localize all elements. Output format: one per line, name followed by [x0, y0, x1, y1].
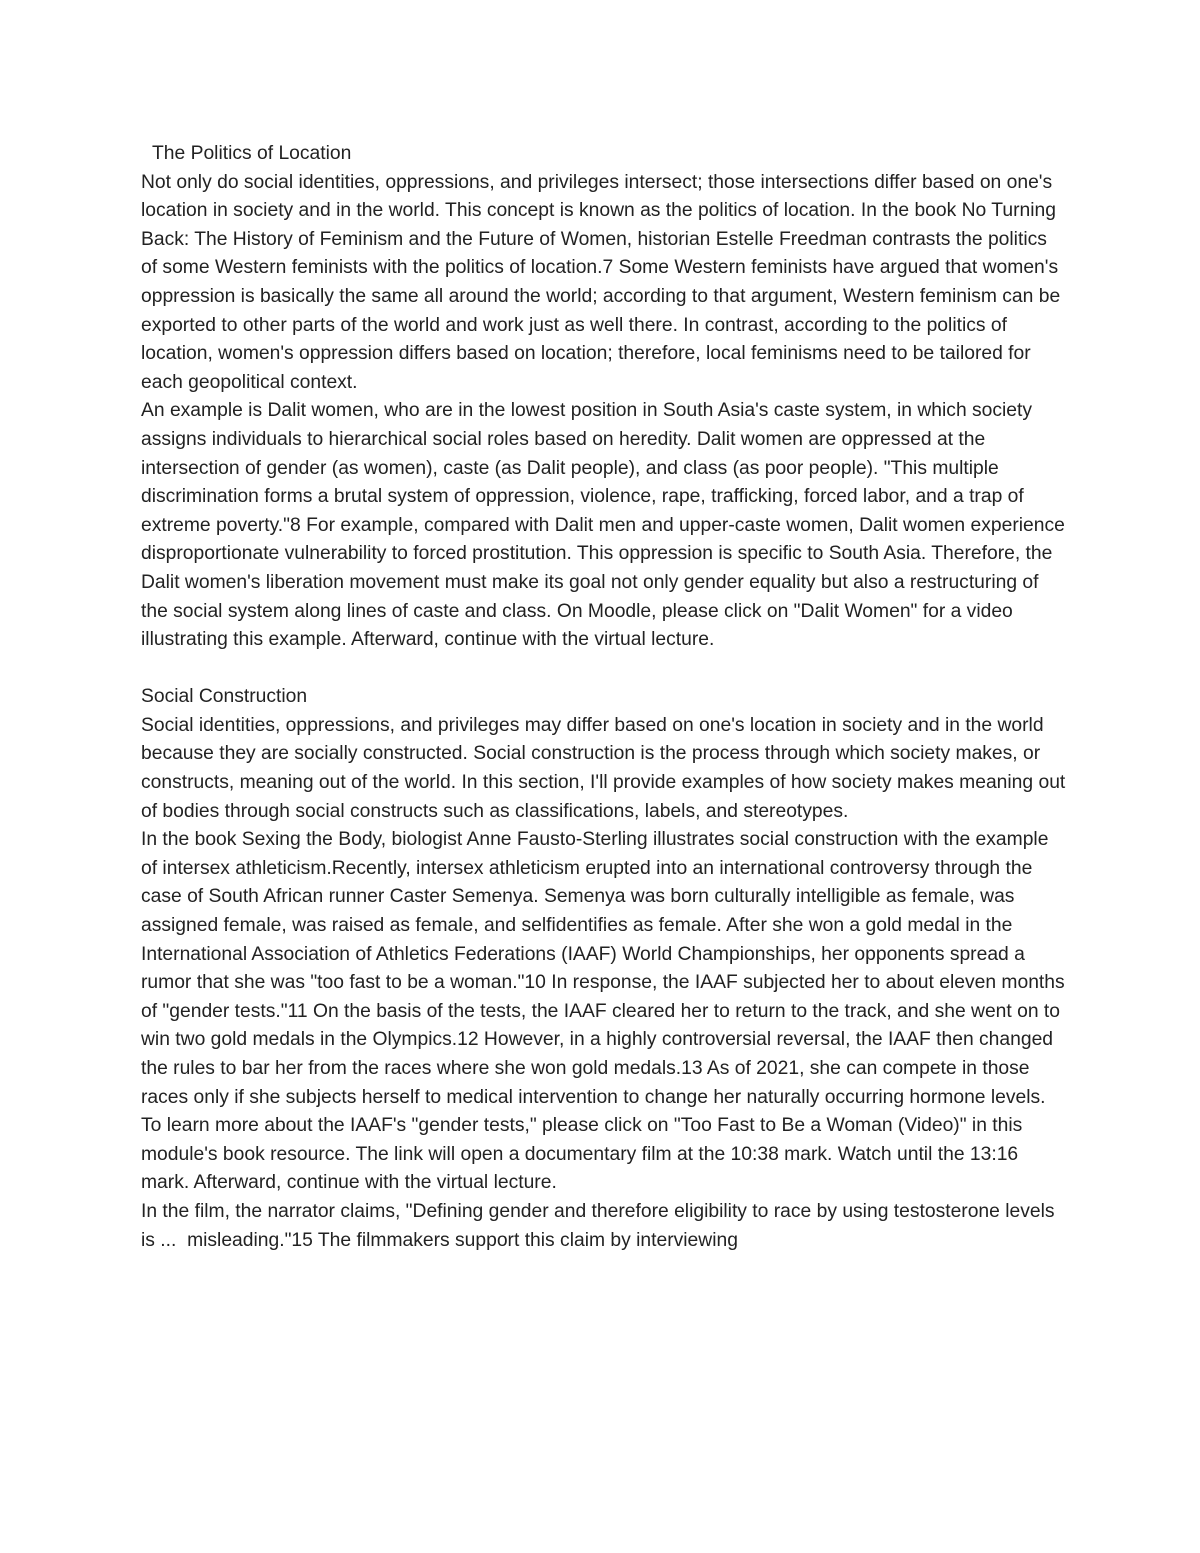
paragraph-social-construction: Social identities, oppressions, and privileges may differ based on one's location in society and in the world because they are socially constructed. Social construction is the process through which society makes, or constructs, meaning out of the world. In this section, I'll provide examples of how society makes meaning out of bodies through social constructs such as classifications, labels, and stereotypes.	[141, 714, 1071, 822]
paragraph-dalit-women: An example is Dalit women, who are in the lowest position in South Asia's caste system, in which society assigns individuals to hierarchical social roles based on heredity. Dalit women are oppressed at the intersection of gender (as women), caste (as Dalit people), and class (as poor people). "This multiple discrimination forms a brutal system of oppression, violence, rape, trafficking, forced labor, and a trap of extreme poverty."8 For example, compared with Dalit men and upper-caste women, Dalit women experience disproportionate vulnerability to forced prostitution. This oppression is specific to South Asia. Therefore, the Dalit women's liberation movement must make its goal not only gender equality but also a restructuring of the social system along lines of caste and class. On Moodle, please click on "Dalit Women" for a video illustrating this example. Afterward, continue with the virtual lecture.	[141, 400, 1071, 651]
blank-line	[141, 655, 1066, 684]
paragraph-politics-of-location: Not only do social identities, oppressions, and privileges intersect; those intersections differ based on one's location in society and in the world. This concept is known as the politics of location. In the book No Turning Back: The History of Feminism and the Future of Women, historian Estelle Freedman contrasts the politics of some Western feminists with the politics of location.7 Some Western feminists have argued that women's oppression is basically the same all around the world; according to that argument, Western feminism can be exported to other parts of the world and work just as well there. In contrast, according to the politics of location, women's oppression differs based on location; therefore, local feminisms need to be tailored for each geopolitical context.	[141, 171, 1066, 393]
paragraph-intersex-athleticism: In the book Sexing the Body, biologist Anne Fausto-Sterling illustrates social construction with the example of intersex athleticism.Recently, intersex athleticism erupted into an international controversy through the case of South African runner Caster Semenya. Semenya was born culturally intelligible as female, was assigned female, was raised as female, and selfidentifies as female. After she won a gold medal in the International Association of Athletics Federations (IAAF) World Championships, her opponents spread a rumor that she was "too fast to be a woman."10 In response, the IAAF subjected her to about eleven months of "gender tests."11 On the basis of the tests, the IAAF cleared her to return to the track, and she went on to win two gold medals in the Olympics.12 However, in a highly controversial reversal, the IAAF then changed the rules to bar her from the races where she won gold medals.13 As of 2021, she can compete in those races only if she subjects herself to medical intervention to change her naturally occurring hormone levels.	[141, 829, 1071, 1108]
paragraph-gender-tests-video: To learn more about the IAAF's "gender tests," please click on "Too Fast to Be a Woman (Video)" in this module's book resource. The link will open a documentary film at the 10:38 mark. Watch until the 13:16 mark. Afterward, continue with the virtual lecture.	[141, 1115, 1028, 1194]
paragraph-film-narrator: In the film, the narrator claims, "Defining gender and therefore eligibility to race by using testosterone levels is ... misleading."15 The filmmakers support this claim by interviewing	[141, 1200, 1060, 1251]
section-heading-social-construction: Social Construction	[141, 686, 308, 708]
section-heading-politics-of-location: The Politics of Location	[152, 143, 352, 164]
document-body	[141, 140, 1071, 1255]
